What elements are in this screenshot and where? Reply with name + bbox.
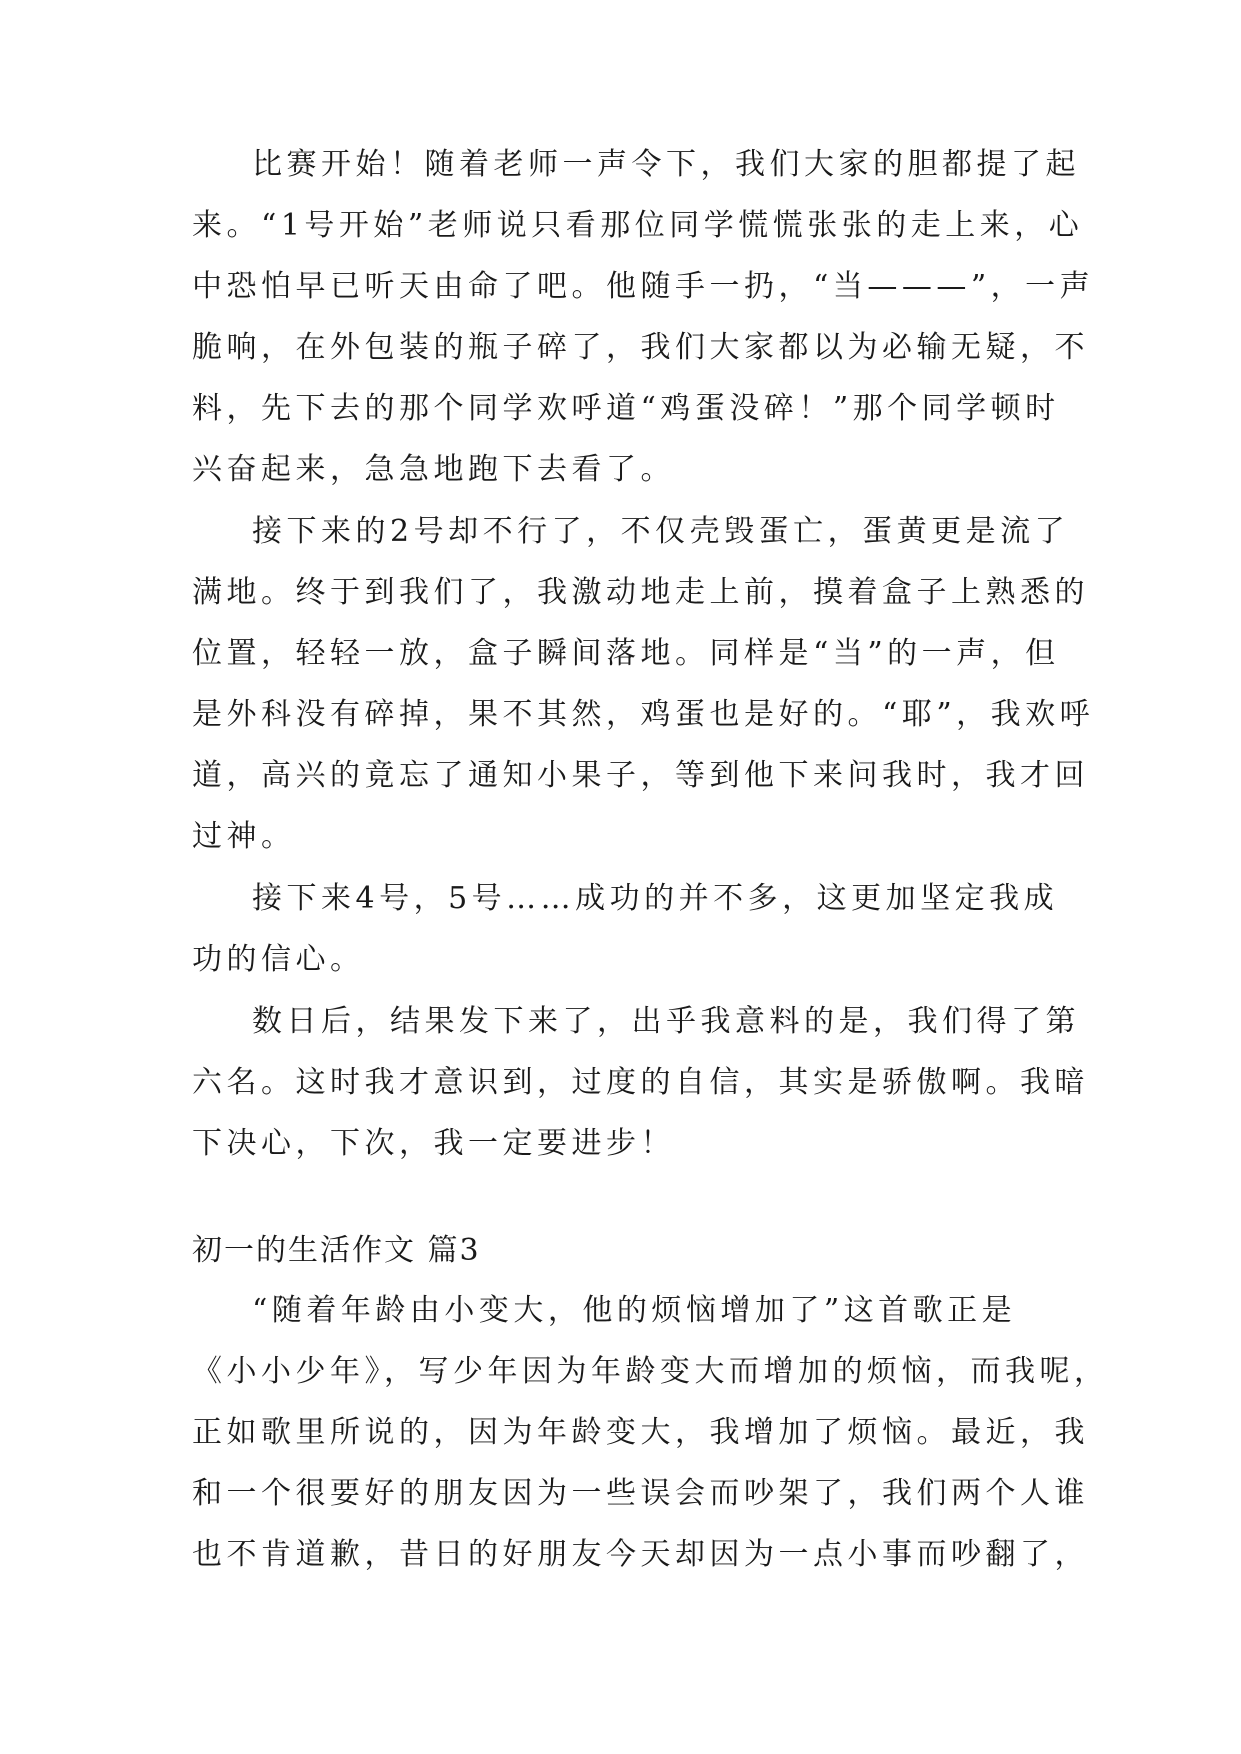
paragraph-line: 脆响，在外包装的瓶子碎了，我们大家都以为必输无疑，不 xyxy=(192,330,1089,365)
paragraph-line: 满地。终于到我们了，我激动地走上前，摸着盒子上熟悉的 xyxy=(192,575,1089,610)
paragraph-line: 和一个很要好的朋友因为一些误会而吵架了，我们两个人谁 xyxy=(192,1476,1089,1511)
paragraph-line: “随着年龄由小变大，他的烦恼增加了”这首歌正是 xyxy=(252,1293,1017,1328)
paragraph-line: 是外科没有碎掉，果不其然，鸡蛋也是好的。“耶”，我欢呼 xyxy=(192,697,1095,732)
paragraph-line: 数日后，结果发下来了，出乎我意料的是，我们得了第 xyxy=(252,1004,1080,1039)
paragraph-line: 过神。 xyxy=(192,819,296,854)
paragraph-line: 接下来4号，5号……成功的并不多，这更加坚定我成 xyxy=(252,881,1059,916)
paragraph-line: 接下来的2号却不行了，不仅壳毁蛋亡，蛋黄更是流了 xyxy=(252,514,1070,549)
paragraph-line: 道，高兴的竟忘了通知小果子，等到他下来问我时，我才回 xyxy=(192,758,1089,793)
paragraph-line: 也不肯道歉，昔日的好朋友今天却因为一点小事而吵翻了， xyxy=(192,1537,1089,1572)
paragraph-line: 下决心，下次，我一定要进步！ xyxy=(192,1126,675,1161)
paragraph-line: 中恐怕早已听天由命了吧。他随手一扔，“当———”，一声 xyxy=(192,269,1095,304)
paragraph-line: 料，先下去的那个同学欢呼道“鸡蛋没碎！”那个同学顿时 xyxy=(192,391,1060,426)
paragraph-line: 位置，轻轻一放，盒子瞬间落地。同样是“当”的一声，但 xyxy=(192,636,1060,671)
paragraph-line: 来。“1号开始”老师说只看那位同学慌慌张张的走上来，心 xyxy=(192,208,1084,243)
paragraph-line: 正如歌里所说的，因为年龄变大，我增加了烦恼。最近，我 xyxy=(192,1415,1089,1450)
paragraph-line: 六名。这时我才意识到，过度的自信，其实是骄傲啊。我暗 xyxy=(192,1065,1089,1100)
paragraph-line: 《小小少年》，写少年因为年龄变大而增加的烦恼，而我呢， xyxy=(192,1354,1109,1389)
paragraph-line: 功的信心。 xyxy=(192,942,365,977)
section-heading: 初一的生活作文 篇3 xyxy=(192,1233,481,1268)
paragraph-line: 兴奋起来，急急地跑下去看了。 xyxy=(192,452,675,487)
paragraph-line: 比赛开始！随着老师一声令下，我们大家的胆都提了起 xyxy=(252,147,1080,182)
